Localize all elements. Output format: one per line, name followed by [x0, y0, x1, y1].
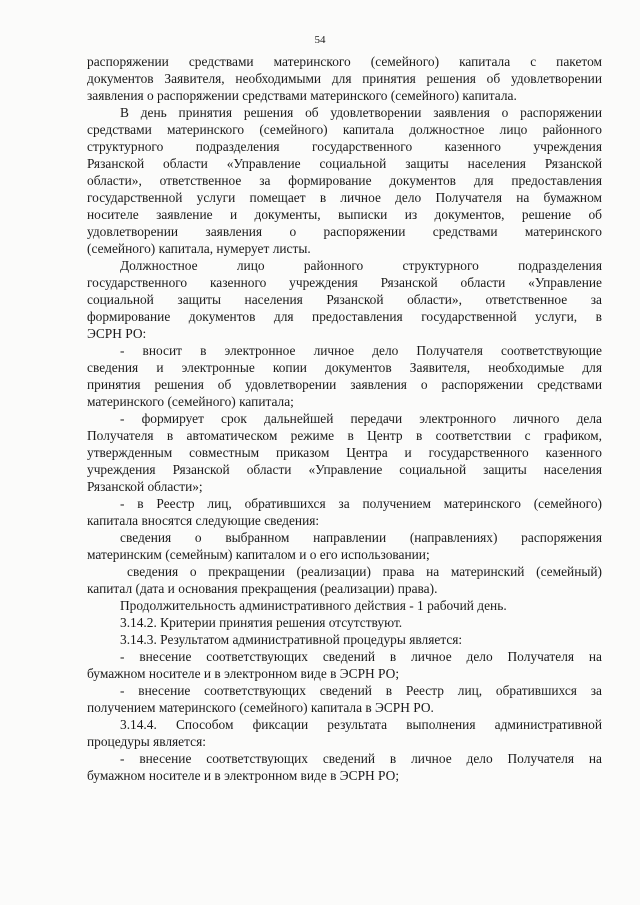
text-line: - внесение соответствующих сведений в Реестр лиц, обратившихся за [120, 683, 602, 698]
text-line: государственного казенного учреждения Рязанской области «Управление [87, 275, 602, 290]
text-line: распоряжении средствами материнского (семейного) капитала с пакетом [87, 54, 602, 69]
text-line: сведения о прекращении (реализации) права на материнский (семейный) [127, 564, 602, 579]
text-line: сведения и электронные копии документов Заявителя, необходимые для [87, 360, 602, 375]
text-line: (семейного) капитала, нумерует листы. [87, 241, 311, 256]
text-line: средствами материнского (семейного) капитала должностное лицо районного [87, 122, 602, 137]
text-line: структурного подразделения государственного казенного учреждения [87, 139, 602, 154]
text-line: бумажном носителе и в электронном виде в ЭСРН РО; [87, 768, 400, 783]
text-line: документов Заявителя, необходимыми для принятия решения об удовлетворении [87, 71, 602, 86]
text-line: заявления о распоряжении средствами материнского (семейного) капитала. [87, 88, 517, 103]
text-line: получением материнского (семейного) капитала в ЭСРН РО. [87, 700, 434, 715]
text-line: ЭСРН РО: [87, 326, 147, 341]
text-line: 3.14.2. Критерии принятия решения отсутствуют. [120, 615, 403, 630]
text-line: Продолжительность административного действия - 1 рабочий день. [120, 598, 507, 613]
text-line: социальной защиты населения Рязанской области», ответственное за [87, 292, 602, 307]
text-line: сведения о выбранном направлении (направлениях) распоряжения [120, 530, 602, 545]
text-line: - в Реестр лиц, обратившихся за получением материнского (семейного) [120, 496, 602, 511]
text-line: В день принятия решения об удовлетворении заявления о распоряжении [120, 105, 602, 120]
text-line: капитала вносятся следующие сведения: [87, 513, 320, 528]
text-line: 3.14.3. Результатом административной процедуры является: [120, 632, 463, 647]
text-line: материнского (семейного) капитала; [87, 394, 294, 409]
text-line: - внесение соответствующих сведений в личное дело Получателя на [120, 649, 602, 664]
text-line: Получателя в автоматическом режиме в Центр в соответствии с графиком, [87, 428, 602, 443]
text-line: учреждения Рязанской области «Управление социальной защиты населения [87, 462, 602, 477]
text-line: формирование документов для предоставления государственной услуги, в [87, 309, 602, 324]
text-line: капитал (дата и основания прекращения (реализации) права). [87, 581, 438, 596]
text-line: области», ответственное за формирование документов для предоставления [87, 173, 602, 188]
text-line: Должностное лицо районного структурного подразделения [120, 258, 602, 273]
text-line: - формирует срок дальнейшей передачи электронного личного дела [120, 411, 602, 426]
text-line: Рязанской области «Управление социальной защиты населения Рязанской [87, 156, 602, 171]
text-line: Рязанской области»; [87, 479, 203, 494]
text-line: утвержденным совместным приказом Центра и государственного казенного [87, 445, 602, 460]
text-line: государственной услуги помещает в личное дело Получателя на бумажном [87, 190, 602, 205]
text-line: бумажном носителе и в электронном виде в ЭСРН РО; [87, 666, 400, 681]
text-line: удовлетворении заявления о распоряжении средствами материнского [87, 224, 602, 239]
text-line: материнским (семейным) капиталом и о его использовании; [87, 547, 430, 562]
text-line: - вносит в электронное личное дело Получателя соответствующие [120, 343, 602, 358]
text-line: носителе заявление и документы, выписки из документов, решение об [87, 207, 602, 222]
text-line: 3.14.4. Способом фиксации результата выполнения административной [120, 717, 602, 732]
page-number: 54 [314, 34, 326, 46]
text-line: принятия решения об удовлетворении заявления о распоряжении средствами [87, 377, 602, 392]
text-line: - внесение соответствующих сведений в личное дело Получателя на [120, 751, 602, 766]
text-line: процедуры является: [87, 734, 206, 749]
document-body [87, 53, 602, 784]
